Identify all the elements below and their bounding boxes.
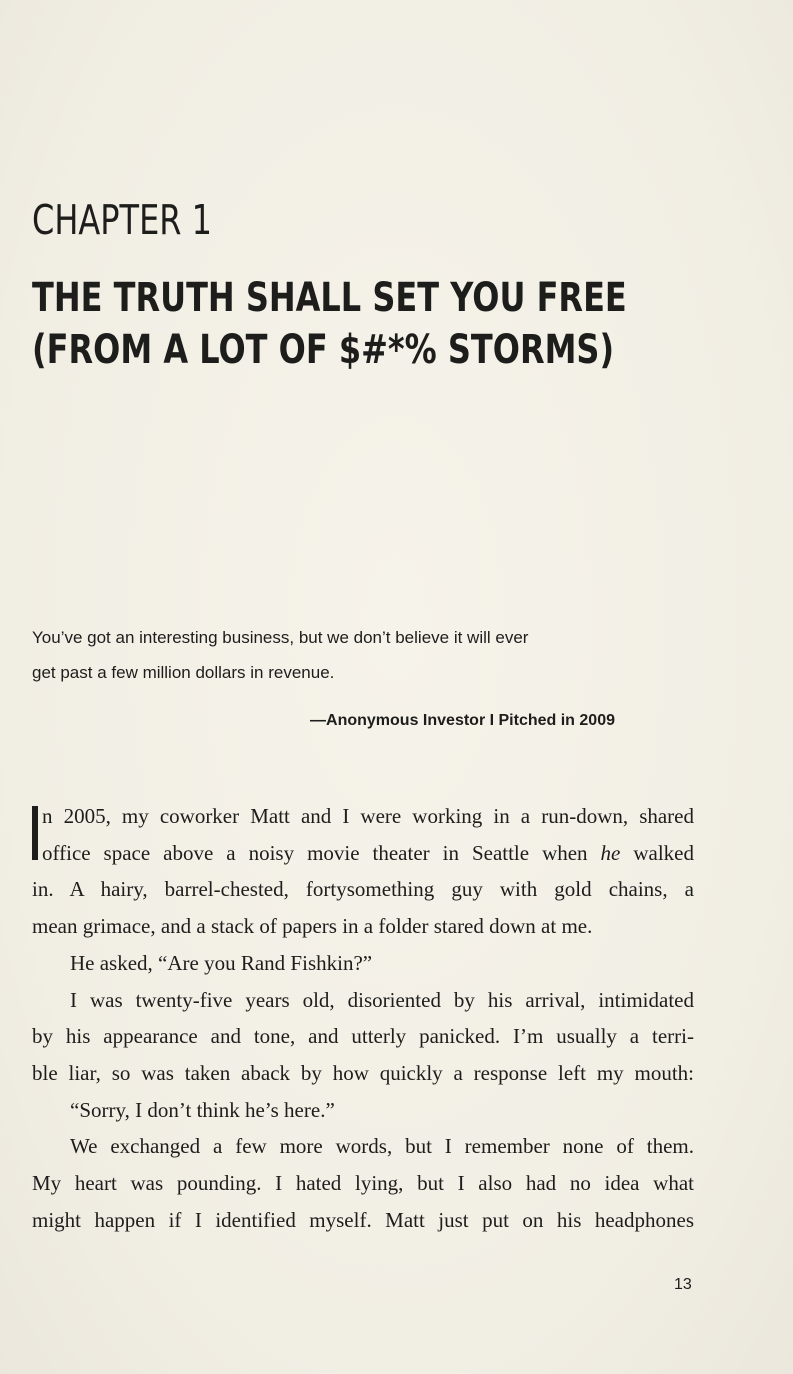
text-line: might happen if I identified myself. Matt just put on his headphones xyxy=(32,1207,694,1232)
paragraph-1 xyxy=(32,798,694,945)
text-line: We exchanged a few more words, but I remember none of them. xyxy=(70,1134,694,1159)
epigraph-quote-line-2: get past a few million dollars in revenue. xyxy=(32,663,335,682)
epigraph-attribution: —Anonymous Investor I Pitched in 2009 xyxy=(310,712,615,729)
chapter-title xyxy=(32,272,627,376)
text-line: ble liar, so was taken aback by how quickly a response left my mouth: xyxy=(32,1060,694,1085)
chapter-title-line-2: (FROM A LOT OF $#*% STORMS) xyxy=(32,327,615,373)
text-line: by his appearance and tone, and utterly panicked. I’m usually a terri- xyxy=(32,1024,694,1049)
paragraph-2 xyxy=(32,945,694,982)
body-text xyxy=(32,798,694,1238)
paragraph-3 xyxy=(32,982,694,1092)
epigraph-quote-line-1: You’ve got an interesting business, but we don’t believe it will ever xyxy=(32,628,529,647)
text-line: in. A hairy, barrel-chested, fortysomething guy with gold chains, a xyxy=(32,877,694,902)
text-line: office space above a noisy movie theater in Seattle when he walked xyxy=(42,840,694,865)
epigraph xyxy=(32,620,712,690)
drop-cap-i xyxy=(32,806,38,860)
emphasis: he xyxy=(600,840,621,865)
chapter-title-line-1: THE TRUTH SHALL SET YOU FREE xyxy=(32,275,627,321)
page-number: 13 xyxy=(674,1276,692,1293)
text-line: “Sorry, I don’t think he’s here.” xyxy=(70,1097,335,1122)
text-line: He asked, “Are you Rand Fishkin?” xyxy=(70,950,373,975)
text-line: My heart was pounding. I hated lying, but I also had no idea what xyxy=(32,1171,694,1196)
text-line: n 2005, my coworker Matt and I were working in a run-down, shared xyxy=(42,804,694,828)
text-line: mean grimace, and a stack of papers in a folder stared down at me. xyxy=(32,914,593,939)
paragraph-4 xyxy=(32,1092,694,1129)
paragraph-5 xyxy=(32,1128,694,1238)
text-line: I was twenty-five years old, disoriented by his arrival, intimidated xyxy=(70,987,694,1012)
chapter-label: CHAPTER 1 xyxy=(32,196,213,244)
